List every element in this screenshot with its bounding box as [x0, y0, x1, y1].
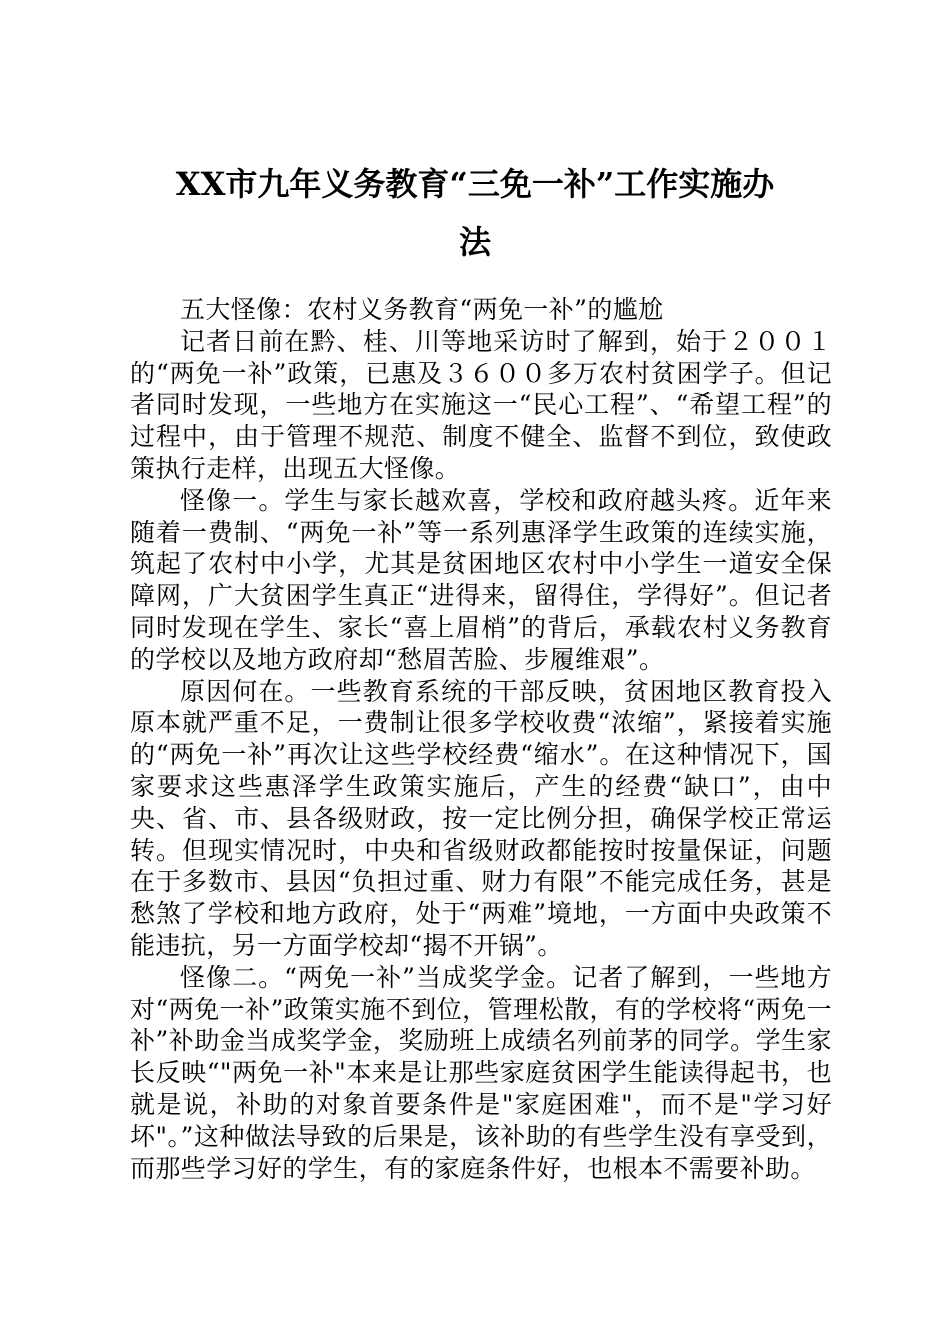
document-title-line-2: 法 — [458, 223, 491, 261]
paragraph-intro: 记者日前在黔、桂、川等地采访时了解到，始于２００１的“两免一补”政策，已惠及３６００多万农村贫困学子。但记者同时发现，一些地方在实施这一“民心工程”、“希望工程”的过程中，由于管理不规范、制度不健全、监督不到位，致使政策执行走样，出现五大怪像。 — [130, 326, 832, 483]
paragraph-cause: 原因何在。一些教育系统的干部反映，贫困地区教育投入原本就严重不足，一费制让很多学校收费“浓缩”，紧接着实施的“两免一补”再次让这些学校经费“缩水”。在这种情况下，国家要求这些惠泽学生政策实施后，产生的经费“缺口”，由中央、省、市、县各级财政，按一定比例分担，确保学校正常运转。但现实情况时，中央和省级财政都能按时按量保证，问题在于多数市、县因“负担过重、财力有限”不能完成任务，甚是愁煞了学校和地方政府，处于“两难”境地，一方面中央政策不能违抗，另一方面学校却“揭不开锅”。 — [130, 676, 832, 960]
paragraph-phenomenon-two: 怪像二。“两免一补”当成奖学金。记者了解到，一些地方对“两免一补”政策实施不到位，管理松散，有的学校将“两免一补”补助金当成奖学金，奖励班上成绩名列前茅的同学。学生家长反映“"两免一补"本来是让那些家庭贫困学生能读得起书，也就是说，补助的对象首要条件是"家庭困难"，而不是"学习好坏"。”这种做法导致的后果是，该补助的有些学生没有享受到，而那些学习好的学生，有的家庭条件好，也根本不需要补助。 — [130, 962, 832, 1183]
document-title-line-1: XX市九年义务教育“三免一补”工作实施办 — [175, 165, 775, 203]
document-body — [130, 294, 832, 1184]
paragraph-phenomenon-one: 怪像一。学生与家长越欢喜，学校和政府越头疼。近年来随着一费制、“两免一补”等一系列惠泽学生政策的连续实施，筑起了农村中小学，尤其是贫困地区农村中小学生一道安全保障网，广大贫困学生真正“进得来，留得住，学得好”。但记者同时发现在学生、家长“喜上眉梢”的背后，承载农村义务教育的学校以及地方政府却“愁眉苦脸、步履维艰”。 — [130, 485, 832, 674]
paragraph-subtitle: 五大怪像：农村义务教育“两免一补”的尴尬 — [180, 295, 664, 324]
